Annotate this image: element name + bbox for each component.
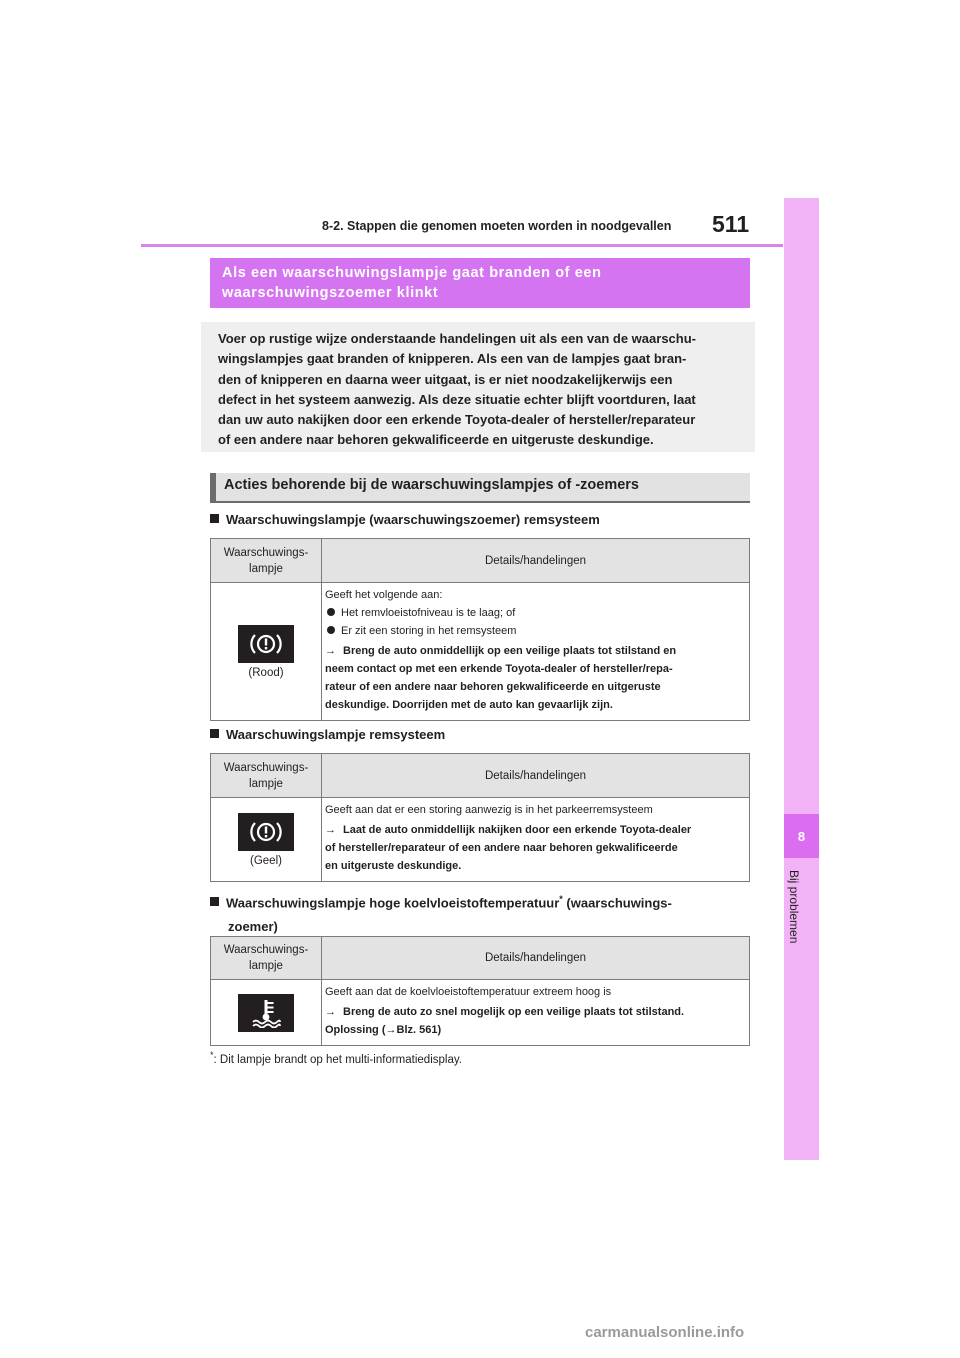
brake-warning-icon [238, 625, 294, 663]
details-cell [322, 798, 750, 882]
footnote [210, 1050, 462, 1066]
action-instruction [325, 821, 746, 875]
details-intro: Geeft het volgende aan: [325, 589, 443, 601]
action-line: rateur of een andere naar behoren gekwalificeerde en uitgeruste [325, 681, 661, 693]
footnote-marker: * [210, 1050, 214, 1060]
action-line: Oplossing ( [325, 1024, 386, 1036]
lamp-cell [211, 980, 322, 1046]
main-title [210, 258, 750, 308]
table-header-details: Details/handelingen [322, 754, 750, 798]
intro-line: Voer op rustige wijze onderstaande handelingen uit als een van de waarschu- [218, 331, 696, 346]
action-line: neem contact op met een erkende Toyota-dealer of hersteller/repa- [325, 663, 673, 675]
chapter-header: 8-2. Stappen die genomen moeten worden in noodgevallen [322, 219, 672, 233]
bullet-dot-icon [327, 626, 335, 634]
lamp-color-label: (Geel) [250, 854, 282, 867]
intro-line: defect in het systeem aanwezig. Als deze situatie echter blijft voortduren, laat [218, 391, 696, 407]
subheading-text: Waarschuwingslampje (waarschuwingszoemer) remsysteem [226, 512, 600, 527]
intro-line: wingslampjes gaat branden of knipperen. Als een van de lampjes gaat bran- [218, 351, 687, 367]
details-intro: Geeft aan dat er een storing aanwezig is in het parkeerremsysteem [325, 804, 653, 816]
header-text: Waarschuwings- [223, 761, 309, 774]
action-line: en uitgeruste deskundige. [325, 860, 462, 872]
main-title-line: Als een waarschuwingslampje gaat branden of een [222, 265, 602, 281]
intro-line: of een andere naar behoren gekwalificeerde en uitgeruste deskundige. [218, 432, 654, 448]
square-bullet-icon [210, 897, 219, 906]
table-header-details: Details/handelingen [322, 539, 750, 583]
subheading-brake-system-buzzer [210, 512, 600, 527]
intro-line: den of knipperen en daarna weer uitgaat, is er niet noodzakelijkerwijs een [218, 371, 673, 387]
subheading-text: zoemer) [228, 919, 278, 935]
header-text: Waarschuwings- [223, 546, 309, 559]
table-header-lamp [211, 754, 322, 798]
bullet-dot-icon [327, 608, 335, 616]
header-rule [141, 244, 783, 247]
action-instruction [325, 642, 746, 714]
brake-warning-icon [238, 813, 294, 851]
lamp-cell [211, 583, 322, 721]
warning-table-coolant [210, 936, 750, 1046]
arrow-icon: → [385, 1024, 397, 1036]
chapter-side-tab [784, 198, 819, 1160]
list-item [325, 604, 746, 622]
table-header-lamp [211, 937, 322, 980]
intro-box [201, 322, 755, 452]
header-text: lampje [249, 777, 283, 790]
square-bullet-icon [210, 729, 219, 738]
warning-table-brake-yellow [210, 753, 750, 882]
header-text: Waarschuwings- [223, 944, 309, 956]
action-line: deskundige. Doorrijden met de auto kan gevaarlijk zijn. [325, 699, 613, 711]
action-line: Breng de auto onmiddellijk op een veilige plaats tot stilstand en [343, 645, 677, 657]
subheading-brake-system [210, 727, 445, 742]
list-item-text: Het remvloeistofniveau is te laag; of [341, 607, 516, 619]
header-text: lampje [249, 562, 283, 575]
subheading-text: Waarschuwingslampje remsysteem [226, 727, 446, 742]
details-cell [322, 980, 750, 1046]
table-header-lamp [211, 539, 322, 583]
footnote-text: : Dit lampje brandt op het multi-informatiedisplay. [213, 1053, 462, 1066]
details-cell [322, 583, 750, 721]
chapter-tab-number: 8 [784, 814, 819, 858]
lamp-cell [211, 798, 322, 882]
arrow-icon: → [325, 1006, 336, 1018]
table-header-details: Details/handelingen [322, 937, 750, 980]
list-item [325, 622, 746, 640]
arrow-icon: → [325, 824, 336, 836]
action-line: of hersteller/reparateur of een andere naar behoren gekwalificeerde [325, 842, 678, 854]
warning-table-brake-red [210, 538, 750, 721]
subheading-text: (waarschuwings- [562, 895, 672, 911]
arrow-icon: → [325, 645, 336, 657]
subheading-text: Waarschuwingslampje hoge koelvloeistoftemperatuur [226, 895, 560, 911]
main-title-line: waarschuwingszoemer klinkt [222, 285, 439, 301]
header-text: lampje [249, 960, 283, 972]
intro-line: dan uw auto nakijken door een erkende Toyota-dealer of hersteller/reparateur [218, 412, 696, 428]
details-intro: Geeft aan dat de koelvloeistoftemperatuur extreem hoog is [325, 986, 612, 998]
action-line: Laat de auto onmiddellijk nakijken door een erkende Toyota-dealer [343, 824, 692, 836]
action-instruction [325, 1003, 746, 1039]
coolant-temperature-icon [238, 994, 294, 1032]
subheading-coolant-temperature [210, 887, 672, 939]
chapter-tab-label: Bij problemen [787, 870, 801, 944]
watermark: carmanualsonline.info [585, 1324, 745, 1341]
page-reference-link[interactable]: Blz. 561) [396, 1024, 442, 1036]
page-number: 511 [712, 211, 750, 237]
section-heading: Acties behorende bij de waarschuwingslampjes of -zoemers [210, 473, 750, 503]
list-item-text: Er zit een storing in het remsysteem [341, 625, 517, 637]
action-line: Breng de auto zo snel mogelijk op een veilige plaats tot stilstand. [343, 1006, 685, 1018]
square-bullet-icon [210, 514, 219, 523]
footnote-marker: * [559, 894, 563, 904]
lamp-color-label: (Rood) [248, 666, 284, 679]
